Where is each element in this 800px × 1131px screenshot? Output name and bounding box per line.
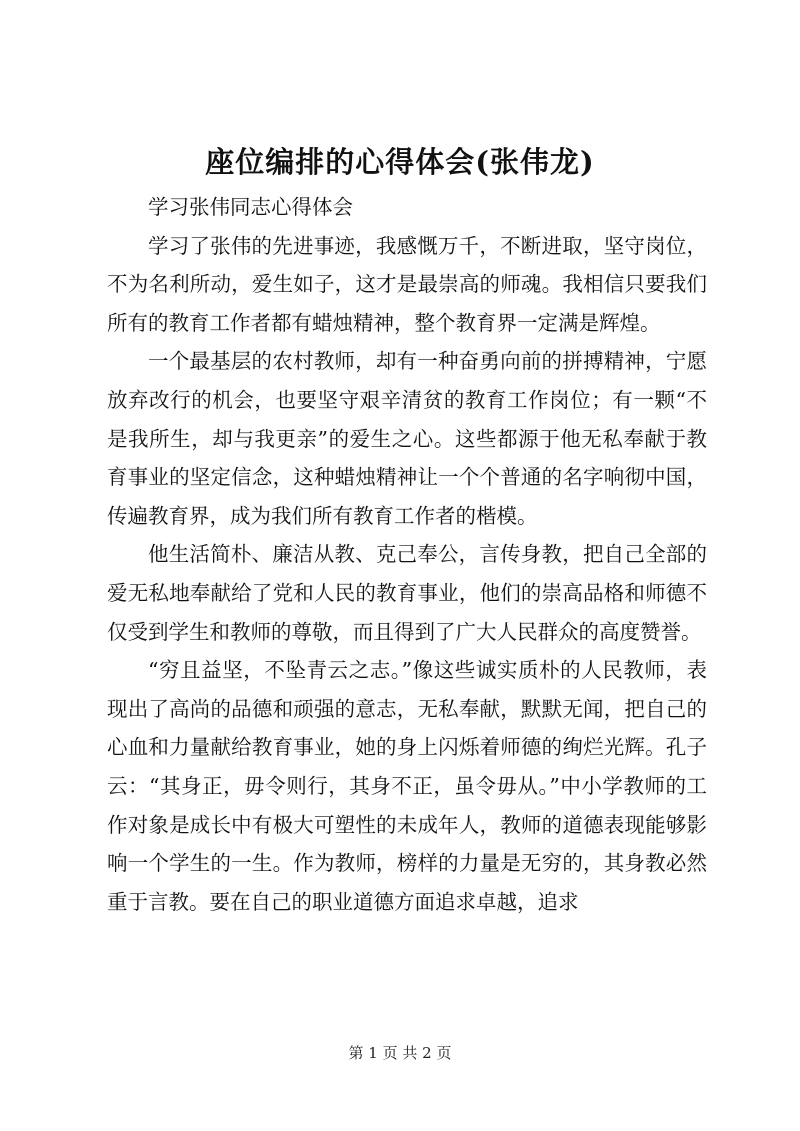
document-body [107,188,707,921]
paragraph: 他生活简朴、廉洁从教、克己奉公，言传身教，把自己全部的爱无私地奉献给了党和人民的教育事业，他们的崇高品格和师德不仅受到学生和教师的尊敬，而且得到了广大人民群众的高度赞誉。 [107,542,707,644]
page-number-footer: 第 1 页 共 2 页 [348,1044,452,1062]
paragraph-subtitle: 学习张伟同志心得体会 [148,195,353,219]
paragraph: 一个最基层的农村教师，却有一种奋勇向前的拼搏精神，宁愿放弃改行的机会，也要坚守艰辛清贫的教育工作岗位；有一颗“不是我所生，却与我更亲”的爱生之心。这些都源于他无私奉献于教育事业的坚定信念，这种蜡烛精神让一个个普通的名字响彻中国，传遍教育界，成为我们所有教育工作者的楷模。 [107,349,707,528]
paragraph: “穷且益坚，不坠青云之志。”像这些诚实质朴的人民教师，表现出了高尚的品德和顽强的意志，无私奉献，默默无闻，把自己的心血和力量献给教育事业，她的身上闪烁着师德的绚烂光辉。孔子云：“其身正，毋令则行，其身不正，虽令毋从。”中小学教师的工作对象是成长中有极大可塑性的未成年人，教师的道德表现能够影响一个学生的一生。作为教师，榜样的力量是无穷的，其身教必然重于言教。要在自己的职业道德方面追求卓越，追求 [107,658,707,914]
paragraph: 学习了张伟的先进事迹，我感慨万千，不断进取，坚守岗位，不为名利所动，爱生如子，这才是最崇高的师魂。我相信只要我们所有的教育工作者都有蜡烛精神，整个教育界一定满是辉煌。 [107,233,707,335]
document-title: 座位编排的心得体会(张伟龙) [205,145,595,179]
